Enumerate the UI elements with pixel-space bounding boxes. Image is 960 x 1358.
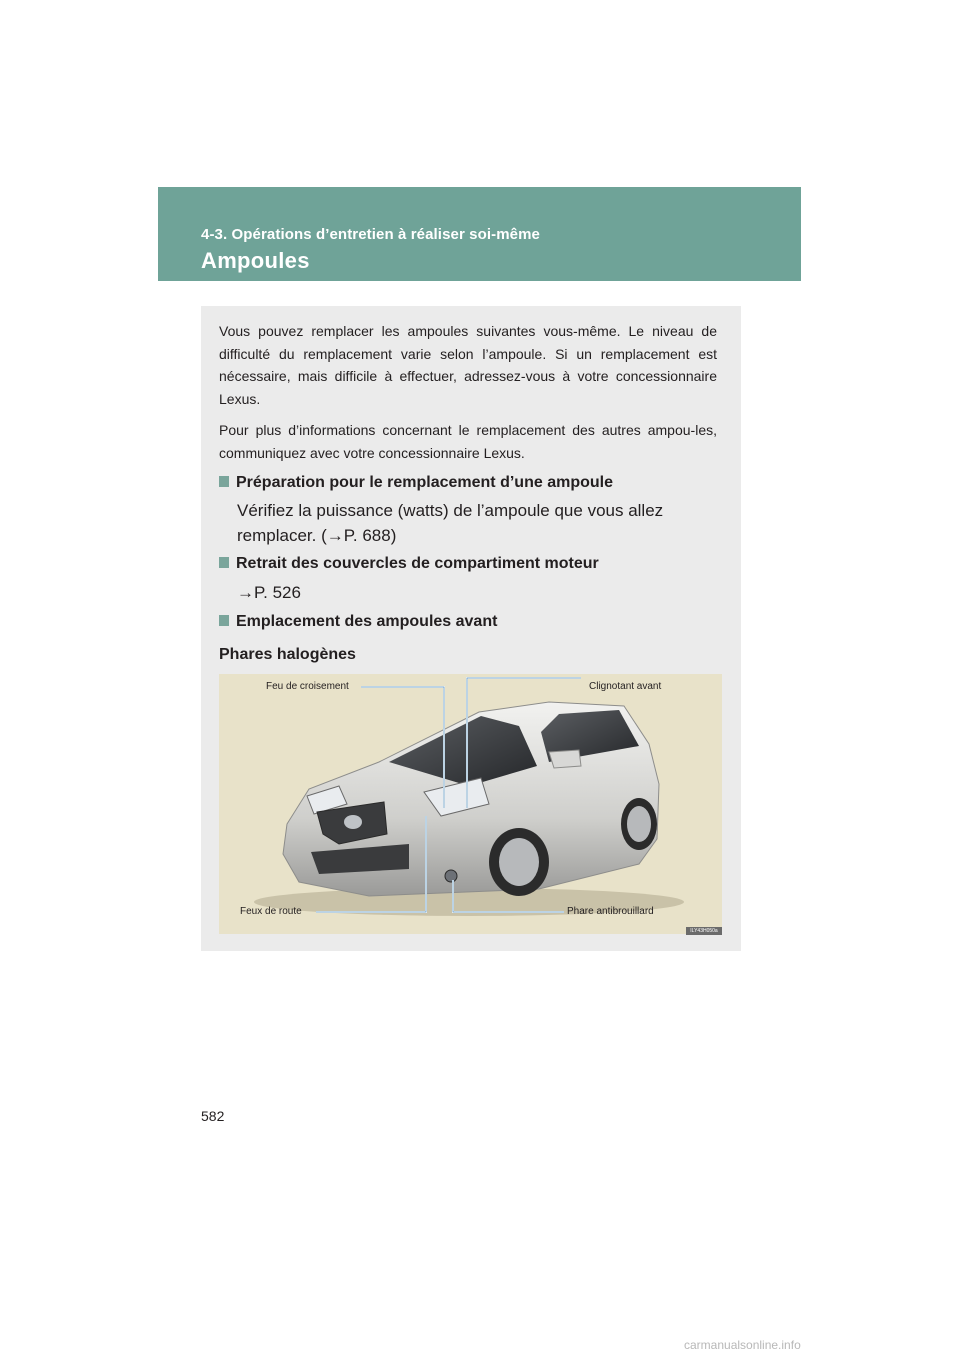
- heading-bulb-location: [219, 613, 497, 631]
- covers-reference: →P. 526: [237, 583, 301, 602]
- label-fog: Phare antibrouillard: [567, 906, 654, 917]
- intro-paragraph-1: Vous pouvez remplacer les ampoules suivantes vous-même. Le niveau de difficulté du remplacement varie selon l’ampoule. Si un remplacement est nécessaire, mais difficile à effectuer, adressez-vous à votre concessionnaire Lexus.: [219, 323, 717, 407]
- heading-covers: [219, 555, 599, 573]
- label-low-beam: Feu de croisement: [266, 681, 349, 692]
- square-bullet-icon: [219, 557, 229, 568]
- car-illustration: [219, 674, 722, 934]
- lexus-emblem: [344, 815, 362, 829]
- square-bullet-icon: [219, 476, 229, 487]
- side-mirror: [549, 750, 581, 768]
- heading-covers-label: Retrait des couvercles de compartiment moteur: [236, 555, 599, 572]
- figure-code: ILY43H050a: [686, 927, 722, 935]
- heading-preparation-label: Préparation pour le remplacement d’une ampoule: [236, 474, 613, 491]
- page-title: Ampoules: [201, 248, 310, 273]
- square-bullet-icon: [219, 615, 229, 626]
- front-rim: [499, 838, 539, 886]
- section-title: 4-3. Opérations d’entretien à réaliser soi-même: [201, 226, 540, 243]
- fog-lamp: [445, 870, 457, 882]
- heading-bulb-location-label: Emplacement des ampoules avant: [236, 613, 498, 630]
- preparation-text: Vérifiez la puissance (watts) de l’ampoule que vous allez remplacer. (→P. 688): [237, 501, 664, 545]
- intro-paragraph-2: Pour plus d’informations concernant le remplacement des autres ampou-les, communiquez avec votre concessionnaire Lexus.: [219, 422, 717, 461]
- rear-rim: [627, 806, 651, 842]
- label-high-beam: Feux de route: [240, 906, 302, 917]
- page-number: 582: [201, 1108, 225, 1124]
- heading-preparation: [219, 474, 613, 492]
- heading-halogen: Phares halogènes: [219, 646, 356, 663]
- label-turn-signal: Clignotant avant: [589, 681, 662, 692]
- watermark: carmanualsonline.info: [684, 1338, 801, 1352]
- car-drawing: [219, 674, 722, 934]
